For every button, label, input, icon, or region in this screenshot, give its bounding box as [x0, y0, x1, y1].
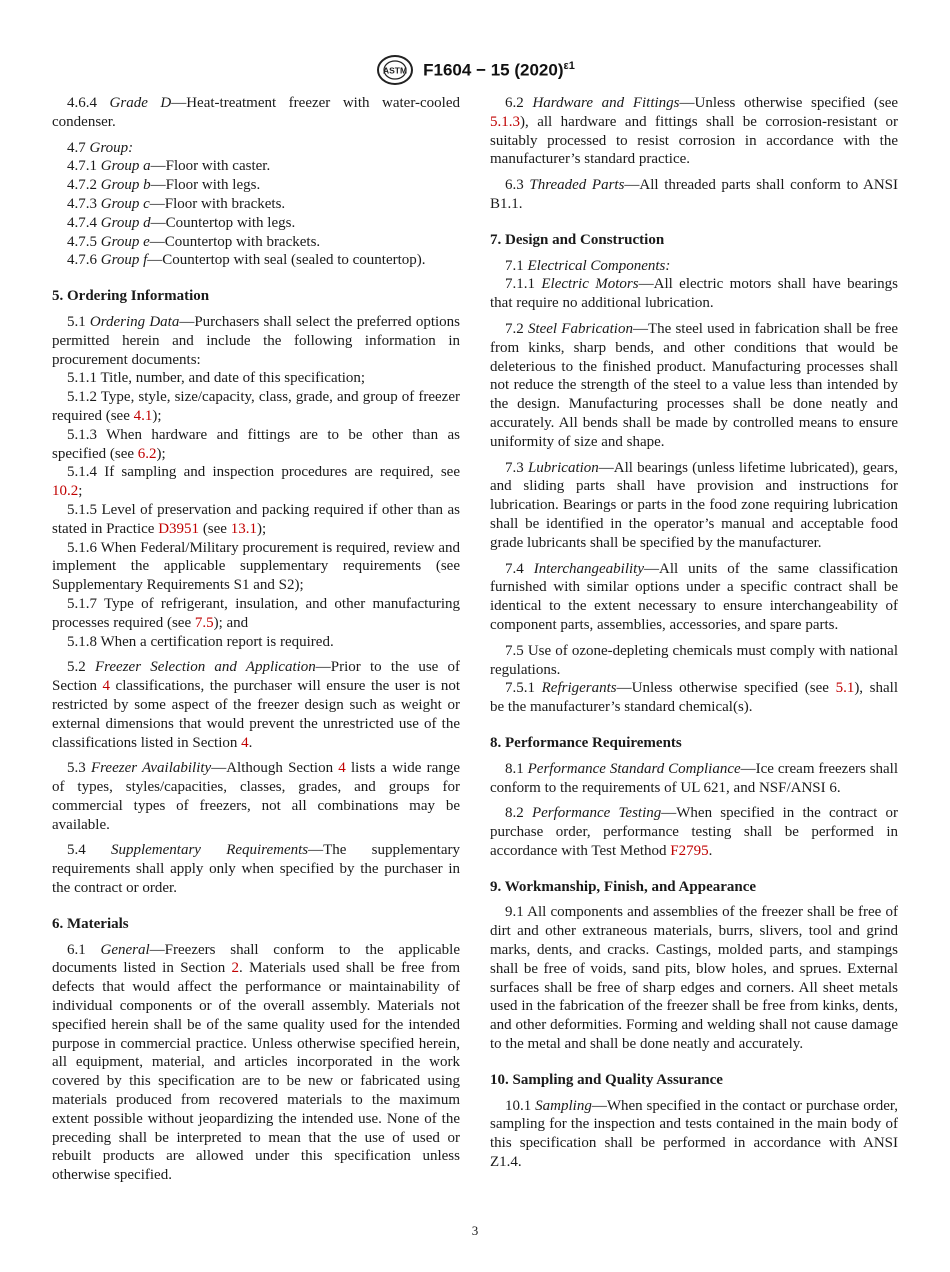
paragraph-6-2: 6.2 Hardware and Fittings—Unless otherwise specified (see 5.1.3), all hardware and fittings shall be corrosion-resistant or suitably processed to resist corrosion in accordance with the manufacturer’s standard practice. — [490, 95, 899, 168]
xref-link[interactable]: 4 — [241, 734, 249, 751]
xref-link[interactable]: 7.5 — [194, 614, 214, 631]
group-list — [52, 157, 460, 270]
paragraph-5-1-8: 5.1.8 When a certification report is required. — [67, 633, 334, 650]
document-designation: F1604 − 15 $(2020)^{\varepsilon 1}$ — [423, 59, 575, 80]
list-item: 4.7.6 Group f—Countertop with seal (sealed to countertop). — [67, 252, 426, 269]
xref-link[interactable]: D3951 — [158, 520, 200, 537]
paragraph-5-1-5: 5.1.5 Level of preservation and packing required if other than as stated in Practice D3951 (see 13.1); — [52, 501, 460, 537]
xref-link[interactable]: 5.1 — [835, 680, 855, 697]
xref-link[interactable]: 4 — [338, 760, 346, 777]
paragraph-5-1-6: 5.1.6 When Federal/Military procurement is required, review and implement the applicable supplementary requirements (see Supplementary Requirements S1 and S2); — [52, 539, 460, 594]
list-item: 4.7.1 Group a—Floor with caster. — [67, 158, 271, 175]
page-number: 3 — [471, 1223, 479, 1238]
paragraph-5-1-1: 5.1.1 Title, number, and date of this specification; — [67, 370, 366, 387]
designation-superscript: ε1 — [563, 59, 575, 72]
list-item: 4.7.2 Group b—Floor with legs. — [67, 177, 261, 194]
page-header — [0, 54, 950, 86]
paragraph-7-5: 7.5 Use of ozone-depleting chemicals must comply with national regulations. — [490, 642, 898, 678]
section-heading-9: 9. Workmanship, Finish, and Appearance — [490, 878, 757, 895]
xref-link[interactable]: 4.1 — [133, 407, 153, 424]
paragraph-7-4: 7.4 Interchangeability—All units of the same classification furnished with similar options under a specific contract shall be identical to the extent necessary to ensure interchangeability of component parts, assemblies, accessories, and spare parts. — [490, 560, 898, 633]
paragraph-5-4: 5.4 Supplementary Requirements—The supplementary requirements shall apply only when specified by the purchaser in the contract or order. — [52, 842, 460, 897]
section-heading-10: 10. Sampling and Quality Assurance — [490, 1071, 723, 1088]
paragraph-5-3: 5.3 Freezer Availability—Although Section 4 lists a wide range of types, styles/capacities, classes, grades, and groups for commercial types of freezers, not all combinations may be available. — [52, 760, 460, 833]
paragraph-7-2: 7.2 Steel Fabrication—The steel used in fabrication shall be free from kinks, sharp bends, and other conditions that would be deleterious to the finished product. Manufacturing processes shall not reduce the strength of the steel to a value less than intended by the design. Manufacturing processes shall be done neatly and accurately. All bends shall be made by controlled means to ensure uniformity of size and shape. — [490, 320, 899, 450]
paragraph-5-2: 5.2 Freezer Selection and Application—Prior to the use of Section 4 classifications, the purchaser will ensure the user is not restricted by some aspect of the freezer design such as weight or external dimensions that would prevent the unrestricted use of the classifications listed in Section 4. — [52, 659, 460, 751]
left-column — [52, 94, 460, 1185]
section-heading-5: 5. Ordering Information — [52, 288, 210, 305]
paragraph-6-1: 6.1 General—Freezers shall conform to the applicable documents listed in Section 2. Materials used shall be free from defects that would affect the performance or maintainability of individual components or of the overall assembly. Materials not specified herein shall be of the same quality used for the intended purpose in commercial practice. Unless otherwise specified herein, all equipment, material, and articles incorporated in the work covered by this specification are to be new or fabricated using materials produced from recovered materials to the maximum extent possible without jeopardizing the intended use. None of the preceding shall be interpreted to mean that the use of used or rebuilt products are allowed under this specification unless otherwise specified. — [52, 941, 461, 1184]
paragraph-7-5-1: 7.5.1 Refrigerants—Unless otherwise specified (see 5.1), shall be the manufacturer’s standard chemical(s). — [490, 680, 899, 716]
paragraph-5-1-4: 5.1.4 If sampling and inspection procedures are required, see 10.2; — [52, 464, 460, 500]
section-heading-8: 8. Performance Requirements — [490, 734, 682, 751]
section-heading-7: 7. Design and Construction — [490, 231, 665, 248]
paragraph-7-1-1: 7.1.1 Electric Motors—All electric motors shall have bearings that require no additional lubrication. — [490, 276, 898, 312]
list-item: 4.7.3 Group c—Floor with brackets. — [67, 195, 286, 212]
xref-link[interactable]: 2 — [231, 960, 240, 977]
right-column — [490, 94, 898, 1172]
paragraph-8-1: 8.1 Performance Standard Compliance—Ice cream freezers shall conform to the requirements of UL 621, and NSF/ANSI 6. — [490, 760, 899, 796]
xref-link[interactable]: 4 — [102, 678, 111, 695]
xref-link[interactable]: 13.1 — [230, 520, 257, 537]
paragraph-5-1-7: 5.1.7 Type of refrigerant, insulation, and other manufacturing processes required (see 7.5); and — [52, 595, 460, 631]
section-heading-6: 6. Materials — [52, 915, 129, 932]
paragraph-5-1-3: 5.1.3 When hardware and fittings are to be other than as specified (see 6.2); — [52, 426, 460, 462]
list-item: 4.7.4 Group d—Countertop with legs. — [67, 214, 296, 231]
paragraph-5-1: 5.1 Ordering Data—Purchasers shall select the preferred options permitted herein and include the following information in procurement documents: — [52, 313, 460, 368]
xref-link[interactable]: 5.1.3 — [490, 113, 520, 130]
xref-link[interactable]: F2795 — [670, 842, 709, 859]
paragraph-7-1: 7.1 Electrical Components: — [505, 257, 671, 274]
paragraph-7-3: 7.3 Lubrication—All bearings (unless lifetime lubricated), gears, and sliding parts shall have provision and instructions for lubrication. Bearings or parts in the food zone requiring lubrication shall be identified in the operator’s manual and acceptable food grade lubricants shall be specified by the manufacturer. — [490, 459, 899, 551]
astm-logo-icon — [375, 54, 415, 86]
list-item: 4.7.5 Group e—Countertop with brackets. — [67, 233, 321, 250]
xref-link[interactable]: 10.2 — [52, 483, 79, 500]
paragraph-5-1-2: 5.1.2 Type, style, size/capacity, class, grade, and group of freezer required (see 4.1); — [52, 389, 460, 424]
svg-text:ASTM: ASTM — [383, 65, 408, 76]
paragraph-4-6-4: 4.6.4 Grade D—Heat-treatment freezer with water-cooled condenser. — [52, 95, 460, 130]
xref-link[interactable]: 6.2 — [137, 445, 157, 462]
paragraph-10-1: 10.1 Sampling—When specified in the contact or purchase order, sampling for the inspection and tests contained in the main body of this specification shall be performed in accordance with ANSI Z1.4. — [490, 1097, 898, 1171]
paragraph-6-3: 6.3 Threaded Parts—All threaded parts shall conform to ANSI B1.1. — [490, 177, 899, 212]
paragraph-9-1: 9.1 All components and assemblies of the freezer shall be free of dirt and other extraneous materials, burrs, slivers, tool and grind marks, dents, and cracks. Castings, molded parts, and stampings shall be free of voids, sand pits, blow holes, and sprues. External surfaces shall be free of sharp edges and corners. All sheet metals used in the fabrication of the freezer shall be free from kinks, dents, and other deformities. Forming and welding shall not cause damage to the metal and shall be done neatly and accurately. — [490, 904, 898, 1053]
paragraph-8-2: 8.2 Performance Testing—When specified in the contract or purchase order, performance testing shall be performed in accordance with Test Method F2795. — [490, 805, 899, 859]
paragraph-4-7: 4.7 Group: — [67, 139, 134, 156]
